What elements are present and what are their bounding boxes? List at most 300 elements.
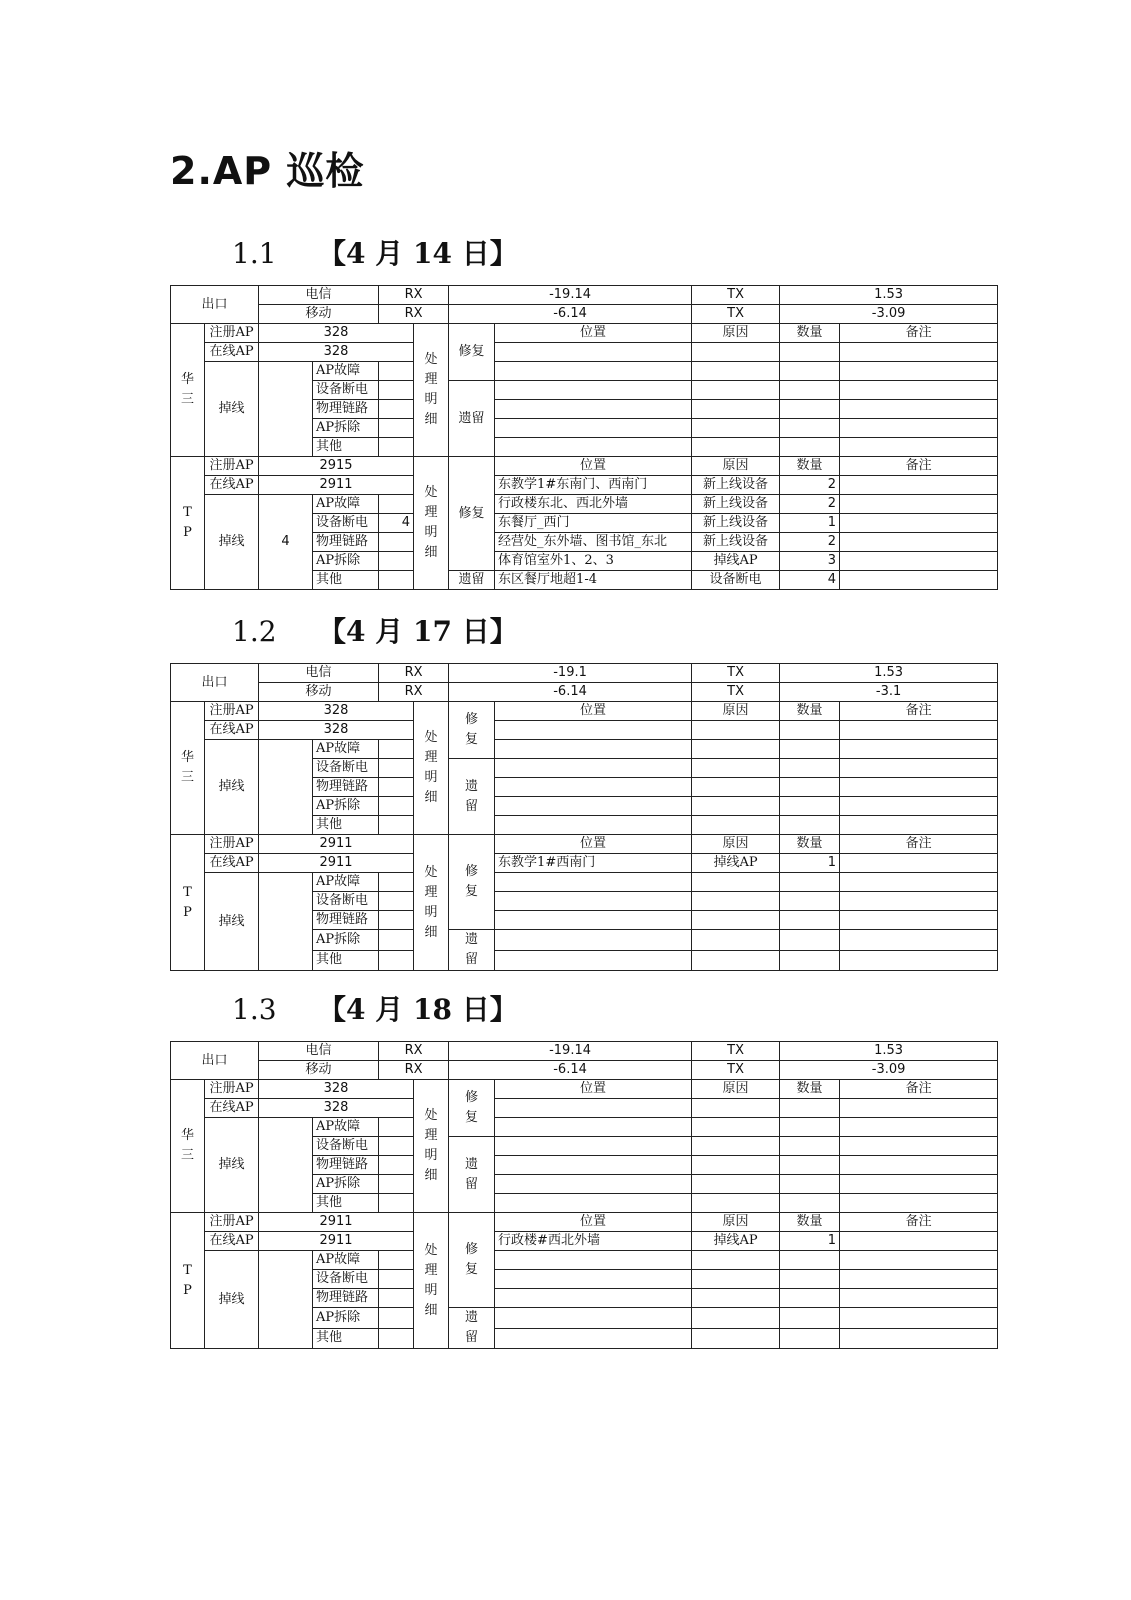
count-cell (780, 438, 840, 457)
reason-cell (692, 1194, 780, 1213)
location-cell (495, 1137, 692, 1156)
location-cell (495, 816, 692, 835)
vendor-row (171, 324, 998, 343)
location-cell: 东教学1#东南门、西南门 (495, 476, 692, 495)
count-cell (780, 1118, 840, 1137)
fault-value (379, 400, 414, 419)
count-cell (780, 343, 840, 362)
fault-label: 设备断电 (313, 1270, 379, 1289)
fault-value (379, 1308, 414, 1329)
registered-value: 328 (259, 1080, 414, 1099)
fault-value (379, 892, 414, 911)
reason-cell (692, 1270, 780, 1289)
count-cell (780, 721, 840, 740)
offline-total (259, 1251, 313, 1349)
location-cell: 体育馆室外1、2、3 (495, 552, 692, 571)
offline-label: 掉线 (205, 740, 259, 835)
fault-label: AP拆除 (313, 552, 379, 571)
offline-total (259, 873, 313, 971)
reason-header: 原因 (692, 324, 780, 343)
carrier-name: 电信 (259, 664, 379, 683)
registered-label: 注册AP (205, 324, 259, 343)
fault-label: 其他 (313, 1328, 379, 1349)
note-cell (840, 533, 998, 552)
note-cell (840, 438, 998, 457)
note-cell (840, 571, 998, 590)
location-cell: 经营处_东外墙、图书馆_东北 (495, 533, 692, 552)
location-cell (495, 950, 692, 971)
note-cell (840, 343, 998, 362)
note-cell (840, 1289, 998, 1308)
fault-label: AP故障 (313, 1251, 379, 1270)
fault-label: 其他 (313, 816, 379, 835)
rx-value: -19.14 (449, 286, 692, 305)
reason-cell (692, 1175, 780, 1194)
repair-label (449, 702, 495, 759)
location-cell (495, 343, 692, 362)
note-cell (840, 419, 998, 438)
detail-label-text: 处理明细 (424, 1242, 438, 1318)
fault-value (379, 911, 414, 930)
location-cell: 东餐厅_西门 (495, 514, 692, 533)
location-header: 位置 (495, 1213, 692, 1232)
fault-label: 其他 (313, 438, 379, 457)
location-header: 位置 (495, 1080, 692, 1099)
note-cell (840, 797, 998, 816)
tx-label: TX (692, 683, 780, 702)
reason-cell (692, 797, 780, 816)
reason-header: 原因 (692, 457, 780, 476)
section-heading (232, 988, 518, 1028)
fault-label: 设备断电 (313, 759, 379, 778)
reason-cell: 新上线设备 (692, 533, 780, 552)
vendor-name-text: TP (183, 505, 192, 540)
offline-label: 掉线 (205, 1118, 259, 1213)
fault-value (379, 552, 414, 571)
pending-label-text: 遗留 (465, 1156, 479, 1192)
location-cell (495, 1270, 692, 1289)
location-header: 位置 (495, 702, 692, 721)
count-header: 数量 (780, 835, 840, 854)
detail-label-text: 处理明细 (424, 485, 438, 560)
repair-label-text: 修复 (465, 1090, 479, 1125)
count-cell: 1 (780, 514, 840, 533)
count-cell (780, 873, 840, 892)
fault-label: AP故障 (313, 495, 379, 514)
pending-label-text: 遗留 (465, 778, 479, 814)
vendor-name (171, 1213, 205, 1349)
pending-label-text: 遗留 (465, 932, 479, 967)
location-cell (495, 1251, 692, 1270)
location-cell (495, 1289, 692, 1308)
rx-value: -19.14 (449, 1042, 692, 1061)
reason-cell (692, 759, 780, 778)
document-title: 2.AP 巡检 (170, 149, 365, 193)
vendor-row (171, 835, 998, 854)
detail-label (414, 1080, 449, 1213)
repair-label (449, 835, 495, 930)
registered-label: 注册AP (205, 1080, 259, 1099)
vendor-name-text: 华三 (181, 372, 195, 407)
location-cell (495, 1156, 692, 1175)
count-cell (780, 930, 840, 951)
fault-value: 4 (379, 514, 414, 533)
rx-label: RX (379, 305, 449, 324)
fault-label: AP故障 (313, 873, 379, 892)
vendor-row (171, 702, 998, 721)
location-cell (495, 1328, 692, 1349)
vendor-row (171, 1213, 998, 1232)
exit-label: 出口 (171, 286, 259, 324)
rx-value: -6.14 (449, 683, 692, 702)
location-cell (495, 1118, 692, 1137)
note-header: 备注 (840, 324, 998, 343)
fault-label: AP故障 (313, 740, 379, 759)
location-cell (495, 892, 692, 911)
fault-label: 设备断电 (313, 1137, 379, 1156)
reason-cell (692, 816, 780, 835)
exit-label: 出口 (171, 664, 259, 702)
tx-value: -3.09 (780, 305, 998, 324)
count-cell: 4 (780, 571, 840, 590)
fault-value (379, 873, 414, 892)
location-cell (495, 721, 692, 740)
online-label: 在线AP (205, 854, 259, 873)
note-cell (840, 495, 998, 514)
count-cell (780, 362, 840, 381)
fault-value (379, 533, 414, 552)
offline-label: 掉线 (205, 1251, 259, 1349)
vendor-row (171, 740, 998, 759)
note-cell (840, 930, 998, 951)
location-cell (495, 1308, 692, 1329)
fault-value (379, 930, 414, 951)
fault-value (379, 759, 414, 778)
tx-value: 1.53 (780, 286, 998, 305)
fault-value (379, 1194, 414, 1213)
count-cell: 3 (780, 552, 840, 571)
fault-label: AP拆除 (313, 419, 379, 438)
fault-label: 其他 (313, 1194, 379, 1213)
location-cell (495, 362, 692, 381)
reason-cell: 掉线AP (692, 854, 780, 873)
offline-label: 掉线 (205, 362, 259, 457)
offline-total (259, 740, 313, 835)
detail-label (414, 702, 449, 835)
section-heading (232, 610, 518, 650)
fault-value (379, 950, 414, 971)
note-cell (840, 873, 998, 892)
fault-label: 设备断电 (313, 892, 379, 911)
fault-value (379, 740, 414, 759)
online-value: 328 (259, 1099, 414, 1118)
section-date: 【4 月 14 日】 (318, 237, 518, 270)
count-cell (780, 1289, 840, 1308)
detail-label (414, 1213, 449, 1349)
vendor-row (171, 343, 998, 362)
location-cell (495, 930, 692, 951)
tx-label: TX (692, 1061, 780, 1080)
exit-row (171, 1042, 998, 1061)
offline-label: 掉线 (205, 495, 259, 590)
note-cell (840, 816, 998, 835)
note-cell (840, 854, 998, 873)
fault-value (379, 495, 414, 514)
location-cell (495, 1099, 692, 1118)
count-cell (780, 1194, 840, 1213)
note-cell (840, 778, 998, 797)
note-cell (840, 1137, 998, 1156)
fault-value (379, 1118, 414, 1137)
pending-label (449, 759, 495, 835)
fault-value (379, 1328, 414, 1349)
rx-label: RX (379, 683, 449, 702)
location-cell (495, 778, 692, 797)
pending-label (449, 1308, 495, 1349)
vendor-row (171, 1251, 998, 1270)
carrier-name: 移动 (259, 1061, 379, 1080)
fault-value (379, 797, 414, 816)
tx-label: TX (692, 305, 780, 324)
carrier-name: 移动 (259, 305, 379, 324)
count-cell (780, 892, 840, 911)
reason-cell (692, 419, 780, 438)
count-cell (780, 1137, 840, 1156)
online-value: 2911 (259, 1232, 414, 1251)
reason-cell (692, 778, 780, 797)
vendor-name-text: TP (183, 884, 192, 920)
tx-label: TX (692, 664, 780, 683)
vendor-name (171, 457, 205, 590)
detail-label-text: 处理明细 (424, 352, 438, 427)
fault-value (379, 816, 414, 835)
exit-row (171, 286, 998, 305)
fault-label: AP故障 (313, 362, 379, 381)
fault-value (379, 1289, 414, 1308)
registered-value: 328 (259, 324, 414, 343)
online-value: 328 (259, 343, 414, 362)
section-date: 【4 月 18 日】 (318, 993, 518, 1026)
vendor-row (171, 1232, 998, 1251)
reason-header: 原因 (692, 1080, 780, 1099)
count-header: 数量 (780, 702, 840, 721)
online-label: 在线AP (205, 721, 259, 740)
registered-label: 注册AP (205, 835, 259, 854)
fault-value (379, 1251, 414, 1270)
fault-value (379, 438, 414, 457)
repair-label: 修复 (449, 324, 495, 381)
repair-label-text: 修复 (465, 712, 479, 747)
location-cell: 行政楼#西北外墙 (495, 1232, 692, 1251)
count-cell (780, 911, 840, 930)
note-cell (840, 1194, 998, 1213)
reason-cell (692, 1156, 780, 1175)
section-number: 1.2 (232, 615, 277, 648)
count-cell (780, 419, 840, 438)
fault-label: 设备断电 (313, 381, 379, 400)
fault-label: 其他 (313, 950, 379, 971)
reason-cell (692, 930, 780, 951)
rx-label: RX (379, 1061, 449, 1080)
detail-label (414, 324, 449, 457)
fault-value (379, 362, 414, 381)
inspection-table (170, 285, 998, 590)
tx-label: TX (692, 286, 780, 305)
fault-value (379, 778, 414, 797)
pending-label: 遗留 (449, 571, 495, 590)
online-label: 在线AP (205, 1099, 259, 1118)
count-cell (780, 1175, 840, 1194)
fault-label: 其他 (313, 571, 379, 590)
count-cell (780, 740, 840, 759)
reason-cell (692, 438, 780, 457)
count-header: 数量 (780, 1213, 840, 1232)
fault-value (379, 1175, 414, 1194)
vendor-row (171, 1080, 998, 1099)
vendor-row (171, 1118, 998, 1137)
repair-label-text: 修复 (465, 1242, 479, 1277)
count-cell (780, 759, 840, 778)
note-cell (840, 514, 998, 533)
reason-cell (692, 1118, 780, 1137)
repair-label-text: 修复 (465, 864, 479, 899)
tx-label: TX (692, 1042, 780, 1061)
note-cell (840, 892, 998, 911)
vendor-row (171, 721, 998, 740)
count-cell (780, 950, 840, 971)
reason-cell (692, 1308, 780, 1329)
count-header: 数量 (780, 324, 840, 343)
note-header: 备注 (840, 457, 998, 476)
pending-label-text: 遗留 (465, 1310, 479, 1345)
fault-value (379, 1156, 414, 1175)
fault-label: AP故障 (313, 1118, 379, 1137)
vendor-row (171, 495, 998, 514)
vendor-name-text: 华三 (181, 1128, 195, 1163)
reason-cell: 设备断电 (692, 571, 780, 590)
exit-row (171, 305, 998, 324)
note-header: 备注 (840, 1080, 998, 1099)
location-cell (495, 873, 692, 892)
note-cell (840, 1270, 998, 1289)
note-cell (840, 911, 998, 930)
exit-row (171, 1061, 998, 1080)
carrier-name: 电信 (259, 1042, 379, 1061)
carrier-name: 移动 (259, 683, 379, 702)
vendor-row (171, 873, 998, 892)
count-cell (780, 816, 840, 835)
location-cell (495, 419, 692, 438)
fault-label: 物理链路 (313, 533, 379, 552)
vendor-name (171, 324, 205, 457)
note-cell (840, 1232, 998, 1251)
exit-row (171, 664, 998, 683)
count-cell: 2 (780, 476, 840, 495)
online-value: 328 (259, 721, 414, 740)
location-cell (495, 381, 692, 400)
fault-label: AP拆除 (313, 797, 379, 816)
reason-header: 原因 (692, 835, 780, 854)
tx-value: -3.09 (780, 1061, 998, 1080)
section-date: 【4 月 17 日】 (318, 615, 518, 648)
note-cell (840, 740, 998, 759)
count-cell (780, 1270, 840, 1289)
online-label: 在线AP (205, 476, 259, 495)
reason-cell (692, 1137, 780, 1156)
count-cell: 1 (780, 1232, 840, 1251)
fault-value (379, 571, 414, 590)
rx-value: -6.14 (449, 1061, 692, 1080)
note-cell (840, 1099, 998, 1118)
detail-label-text: 处理明细 (424, 864, 438, 940)
location-header: 位置 (495, 835, 692, 854)
registered-label: 注册AP (205, 457, 259, 476)
reason-cell: 新上线设备 (692, 476, 780, 495)
fault-value (379, 419, 414, 438)
note-cell (840, 381, 998, 400)
reason-cell (692, 1251, 780, 1270)
reason-cell (692, 1099, 780, 1118)
offline-label: 掉线 (205, 873, 259, 971)
note-cell (840, 1328, 998, 1349)
location-cell (495, 797, 692, 816)
rx-label: RX (379, 1042, 449, 1061)
fault-label: 物理链路 (313, 1156, 379, 1175)
location-cell: 东教学1#西南门 (495, 854, 692, 873)
fault-label: AP拆除 (313, 1308, 379, 1329)
fault-value (379, 1270, 414, 1289)
rx-label: RX (379, 664, 449, 683)
note-header: 备注 (840, 702, 998, 721)
vendor-row (171, 476, 998, 495)
note-cell (840, 950, 998, 971)
vendor-row (171, 362, 998, 381)
registered-value: 2911 (259, 1213, 414, 1232)
pending-label: 遗留 (449, 381, 495, 457)
section-number: 1.1 (232, 237, 277, 270)
vendor-name (171, 835, 205, 971)
exit-row (171, 683, 998, 702)
note-cell (840, 1308, 998, 1329)
note-cell (840, 1251, 998, 1270)
reason-cell: 新上线设备 (692, 495, 780, 514)
reason-cell (692, 343, 780, 362)
fault-label: 设备断电 (313, 514, 379, 533)
rx-value: -19.1 (449, 664, 692, 683)
detail-label (414, 835, 449, 971)
fault-label: 物理链路 (313, 778, 379, 797)
vendor-name-text: TP (183, 1262, 192, 1298)
reason-cell (692, 721, 780, 740)
location-cell (495, 759, 692, 778)
reason-cell (692, 892, 780, 911)
count-cell (780, 797, 840, 816)
fault-value (379, 381, 414, 400)
count-header: 数量 (780, 457, 840, 476)
detail-label-text: 处理明细 (424, 1108, 438, 1183)
reason-cell (692, 400, 780, 419)
note-cell (840, 721, 998, 740)
rx-label: RX (379, 286, 449, 305)
registered-label: 注册AP (205, 702, 259, 721)
note-cell (840, 362, 998, 381)
location-cell: 行政楼东北、西北外墙 (495, 495, 692, 514)
online-value: 2911 (259, 476, 414, 495)
count-cell: 1 (780, 854, 840, 873)
rx-value: -6.14 (449, 305, 692, 324)
reason-header: 原因 (692, 702, 780, 721)
vendor-row (171, 457, 998, 476)
